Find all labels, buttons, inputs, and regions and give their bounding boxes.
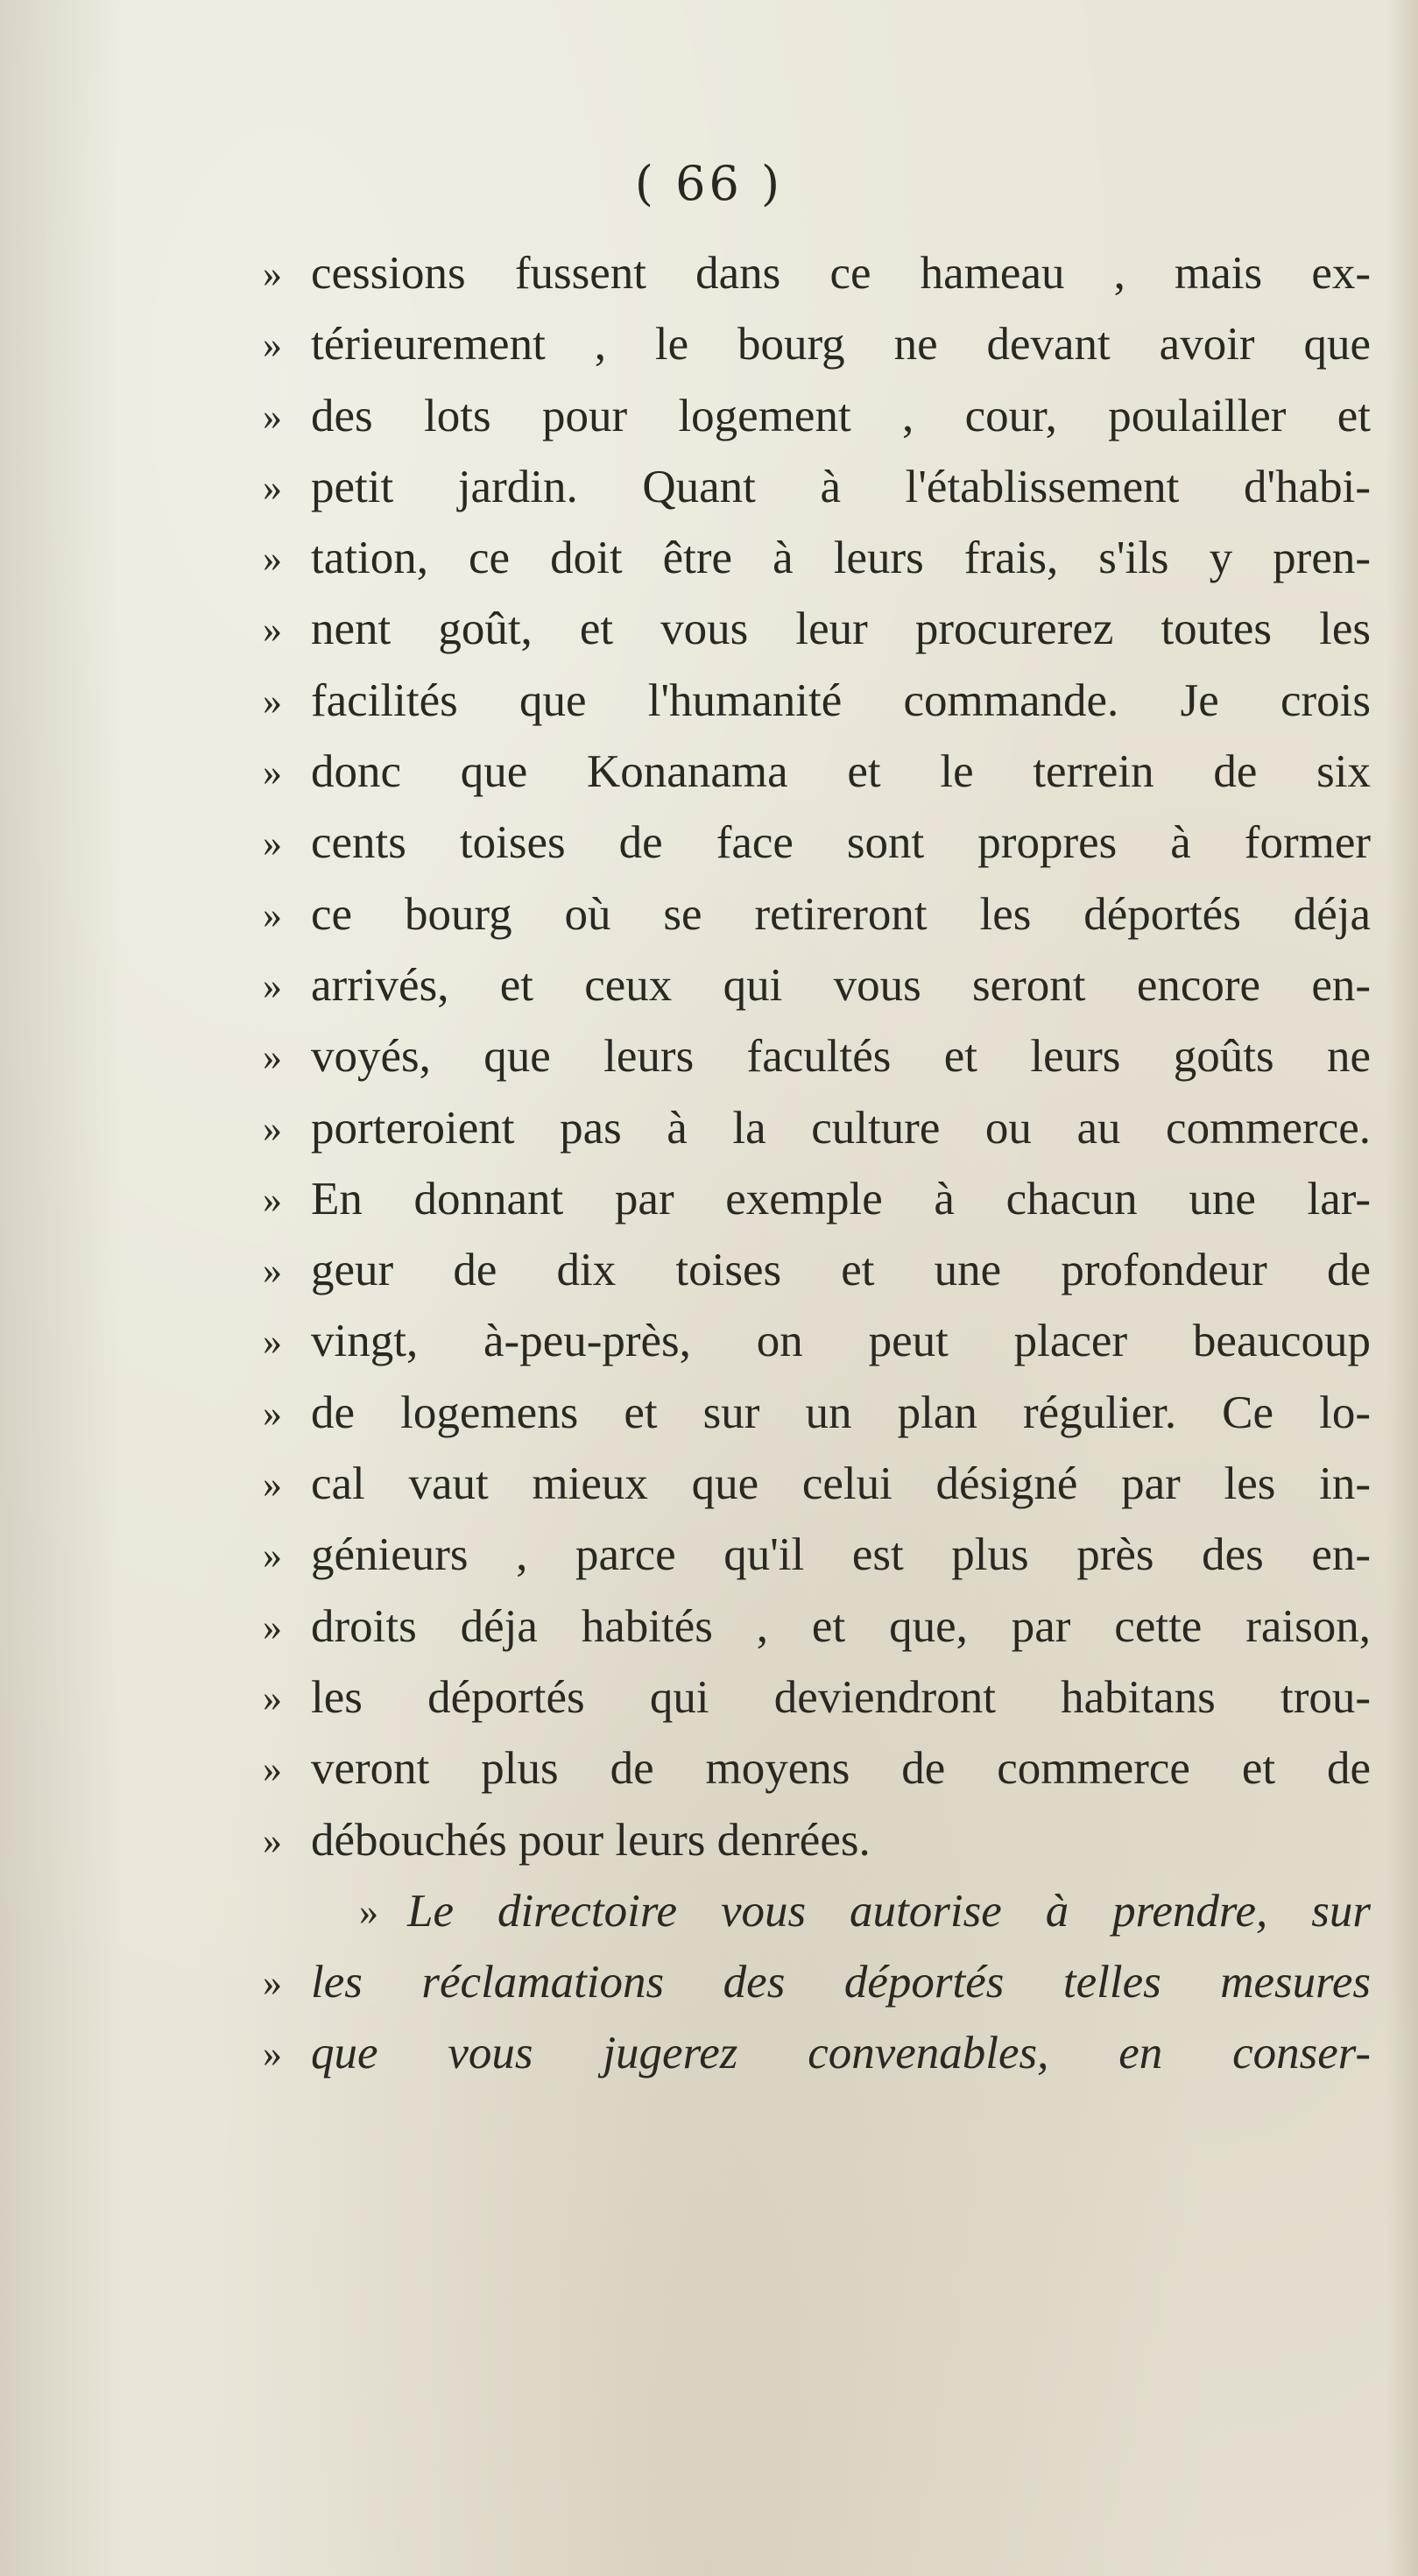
quote-mark: » xyxy=(263,465,282,509)
line-text: de logemens et sur un plan régulier. Ce lo- xyxy=(311,1387,1371,1438)
text-line xyxy=(263,1449,1371,1520)
line-text: génieurs , parce qu'il est plus près des en- xyxy=(311,1529,1371,1581)
line-text: petit jardin. Quant à l'établissement d'habi- xyxy=(311,461,1371,512)
line-text: veront plus de moyens de commerce et de xyxy=(311,1743,1371,1795)
quote-mark: » xyxy=(263,1320,282,1364)
quote-mark: » xyxy=(263,1249,282,1293)
quote-mark: » xyxy=(263,323,282,367)
text-line xyxy=(311,1876,1371,1947)
line-text: cents toises de face sont propres à former xyxy=(311,817,1371,869)
line-text: débouchés pour leurs denrées. xyxy=(311,1814,871,1866)
line-text: droits déja habités , et que, par cette raison, xyxy=(311,1600,1371,1652)
text-line xyxy=(263,1164,1371,1235)
quote-mark: » xyxy=(263,1106,282,1150)
quote-mark: » xyxy=(263,1747,282,1791)
line-text: vingt, à-peu-près, on peut placer beaucoup xyxy=(311,1316,1371,1367)
text-line xyxy=(263,1378,1371,1449)
text-line xyxy=(263,1947,1371,2018)
quote-mark: » xyxy=(263,537,282,581)
line-text: geur de dix toises et une profondeur de xyxy=(311,1245,1371,1296)
quote-mark: » xyxy=(359,1889,378,1933)
quote-mark: » xyxy=(263,1961,282,2005)
text-line xyxy=(263,452,1371,523)
text-line xyxy=(263,238,1371,309)
body-text xyxy=(263,238,1371,2090)
text-line xyxy=(263,666,1371,737)
line-text: facilités que l'humanité commande. Je crois xyxy=(311,674,1371,726)
quote-mark: » xyxy=(263,1534,282,1577)
quote-mark: » xyxy=(263,1391,282,1435)
line-text: voyés, que leurs facultés et leurs goûts ne xyxy=(311,1031,1371,1083)
text-line xyxy=(263,381,1371,452)
text-line xyxy=(263,1520,1371,1591)
line-text: les déportés qui deviendront habitans trou- xyxy=(311,1671,1371,1723)
quote-mark: » xyxy=(263,252,282,295)
line-text: les réclamations des déportés telles mesures xyxy=(311,1957,1371,2008)
text-line xyxy=(263,1235,1371,1306)
text-line xyxy=(263,1805,1371,1876)
line-text: donc que Konanama et le terrein de six xyxy=(311,746,1371,798)
line-text: Le directoire vous autorise à prendre, sur xyxy=(407,1885,1371,1937)
quote-mark: » xyxy=(263,679,282,723)
quote-mark: » xyxy=(263,963,282,1007)
line-text: En donnant par exemple à chacun une lar- xyxy=(311,1173,1371,1224)
quote-mark: » xyxy=(263,1035,282,1079)
line-text: tation, ce doit être à leurs frais, s'ils y pren- xyxy=(311,533,1371,584)
text-line xyxy=(263,2018,1371,2089)
page-gutter-shadow xyxy=(0,0,123,2576)
text-line xyxy=(263,879,1371,950)
text-line xyxy=(263,737,1371,808)
line-text: arrivés, et ceux qui vous seront encore en- xyxy=(311,959,1371,1011)
quote-mark: » xyxy=(263,1463,282,1507)
quote-mark: » xyxy=(263,751,282,794)
text-line xyxy=(263,1733,1371,1804)
text-line xyxy=(263,594,1371,665)
line-text: ce bourg où se retireront les déportés déja xyxy=(311,888,1371,940)
text-line xyxy=(263,1021,1371,1092)
text-line xyxy=(263,950,1371,1021)
quote-mark: » xyxy=(263,822,282,865)
text-line xyxy=(263,309,1371,380)
quote-mark: » xyxy=(263,608,282,652)
line-text: porteroient pas à la culture ou au commerce. xyxy=(311,1102,1371,1154)
line-text: cessions fussent dans ce hameau , mais ex- xyxy=(311,248,1371,299)
quote-mark: » xyxy=(263,1676,282,1719)
page-edge-shading xyxy=(1386,0,1418,2576)
quote-mark: » xyxy=(263,394,282,438)
line-text: nent goût, et vous leur procurerez toutes les xyxy=(311,603,1371,655)
line-text: des lots pour logement , cour, poulailler et xyxy=(311,390,1371,441)
text-line xyxy=(263,1093,1371,1164)
text-line xyxy=(263,1306,1371,1377)
quote-mark: » xyxy=(263,1605,282,1648)
line-text: cal vaut mieux que celui désigné par les in- xyxy=(311,1458,1371,1510)
text-line xyxy=(263,1591,1371,1662)
text-line xyxy=(263,523,1371,594)
quote-mark: » xyxy=(263,893,282,936)
page-number: ( 66 ) xyxy=(634,156,784,211)
quote-mark: » xyxy=(263,1818,282,1862)
line-text: que vous jugerez convenables, en conser- xyxy=(311,2028,1371,2079)
quote-mark: » xyxy=(263,1177,282,1221)
quote-mark: » xyxy=(263,2032,282,2076)
line-text: térieurement , le bourg ne devant avoir que xyxy=(311,319,1371,371)
text-line xyxy=(263,808,1371,879)
text-line xyxy=(263,1662,1371,1733)
